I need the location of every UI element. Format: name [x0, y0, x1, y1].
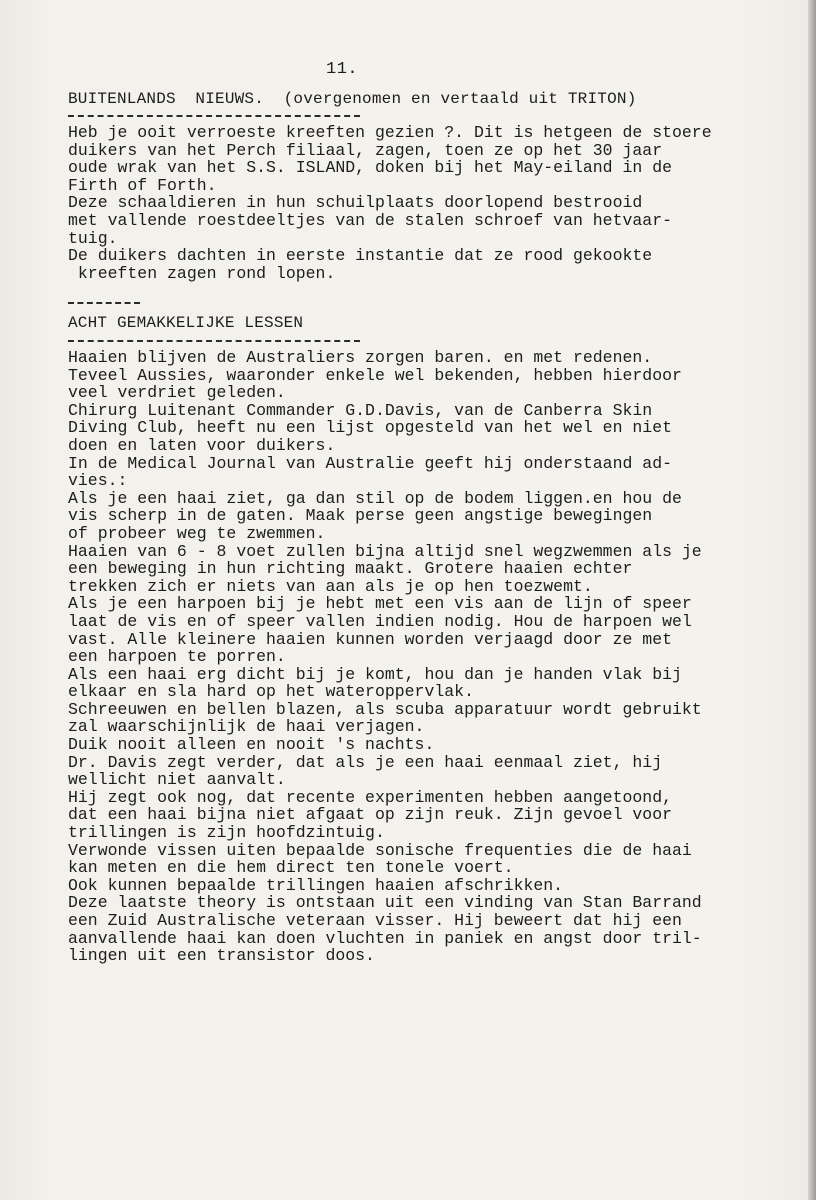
text-line: Als een haai erg dicht bij je komt, hou dan je handen vlak bij: [68, 664, 682, 684]
text-line: vis scherp in de gaten. Maak perse geen angstige bewegingen: [68, 506, 653, 526]
text-line: Schreeuwen en bellen blazen, als scuba apparatuur wordt gebruikt: [68, 699, 702, 719]
text-line: met vallende roestdeeltjes van de stalen schroef van hetvaar-: [68, 210, 672, 230]
text-line: een beweging in hun richting maakt. Grotere haaien echter: [68, 559, 633, 579]
text-line: Deze laatste theory is ontstaan uit een vinding van Stan Barrand: [68, 893, 702, 913]
section-divider: [68, 302, 140, 304]
text-line: Firth of Forth.: [68, 175, 217, 195]
page-number: 11.: [326, 60, 359, 79]
section-heading-buitenlands-nieuws: BUITENLANDS NIEUWS. (overgenomen en vertaald uit TRITON): [68, 90, 637, 108]
text-line: Als je een harpoen bij je hebt met een vis aan de lijn of speer: [68, 594, 692, 614]
text-line: of probeer weg te zwemmen.: [68, 523, 326, 543]
text-line: Dr. Davis zegt verder, dat als je een haai eenmaal ziet, hij: [68, 752, 663, 772]
text-line: vast. Alle kleinere haaien kunnen worden verjaagd door ze met: [68, 629, 672, 649]
text-line: elkaar en sla hard op het wateroppervlak.: [68, 682, 474, 702]
article-buitenlands-nieuws: [68, 124, 748, 282]
text-line: kreeften zagen rond lopen.: [68, 263, 336, 283]
text-line: duikers van het Perch filiaal, zagen, toen ze op het 30 jaar: [68, 140, 663, 160]
page-edge-shadow: [808, 0, 816, 1200]
text-line: doen en laten voor duikers.: [68, 435, 336, 455]
text-line: De duikers dachten in eerste instantie dat ze rood gekookte: [68, 246, 653, 266]
text-line: wellicht niet aanvalt.: [68, 770, 286, 790]
text-line: In de Medical Journal van Australie geeft hij onderstaand ad-: [68, 453, 672, 473]
heading-underline: [68, 115, 360, 117]
text-line: Hij zegt ook nog, dat recente experimenten hebben aangetoond,: [68, 787, 672, 807]
text-line: kan meten en die hem direct ten tonele voert.: [68, 858, 514, 878]
text-line: Duik nooit alleen en nooit 's nachts.: [68, 735, 435, 755]
text-line: dat een haai bijna niet afgaat op zijn reuk. Zijn gevoel voor: [68, 805, 672, 825]
text-line: Ook kunnen bepaalde trillingen haaien afschrikken.: [68, 875, 564, 895]
text-line: vies.:: [68, 471, 128, 491]
text-line: trillingen is zijn hoofdzintuig.: [68, 823, 385, 843]
text-line: trekken zich er niets van aan als je op hen toezwemt.: [68, 576, 593, 596]
text-line: een harpoen te porren.: [68, 647, 286, 667]
text-line: Deze schaaldieren in hun schuilplaats doorlopend bestrooid: [68, 193, 643, 213]
text-line: Teveel Aussies, waaronder enkele wel bekenden, hebben hierdoor: [68, 365, 682, 385]
section-heading-acht-gemakkelijke-lessen: ACHT GEMAKKELIJKE LESSEN: [68, 314, 304, 332]
text-line: Verwonde vissen uiten bepaalde sonische frequenties die de haai: [68, 840, 692, 860]
text-line: laat de vis en of speer vallen indien nodig. Hou de harpoen wel: [68, 611, 692, 631]
text-line: een Zuid Australische veteraan visser. Hij beweert dat hij een: [68, 911, 682, 930]
text-line: lingen uit een transistor doos.: [68, 946, 375, 966]
text-line: oude wrak van het S.S. ISLAND, doken bij het May-eiland in de: [68, 158, 672, 178]
text-line: tuig.: [68, 228, 118, 248]
heading-underline: [68, 340, 360, 342]
text-line: veel verdriet geleden.: [68, 383, 286, 403]
text-line: aanvallende haai kan doen vluchten in paniek en angst door tril-: [68, 928, 702, 948]
text-line: Diving Club, heeft nu een lijst opgesteld van het wel en niet: [68, 418, 672, 438]
text-line: Als je een haai ziet, ga dan stil op de bodem liggen.en hou de: [68, 488, 682, 508]
text-line: Haaien van 6 - 8 voet zullen bijna altijd snel wegzwemmen als je: [68, 541, 702, 561]
text-line: Heb je ooit verroeste kreeften gezien ?. Dit is hetgeen de stoere: [68, 123, 712, 142]
text-line: Haaien blijven de Australiers zorgen baren. en met redenen.: [68, 348, 653, 367]
article-acht-gemakkelijke-lessen: [68, 349, 748, 965]
text-line: Chirurg Luitenant Commander G.D.Davis, van de Canberra Skin: [68, 400, 653, 420]
text-line: zal waarschijnlijk de haai verjagen.: [68, 717, 425, 737]
